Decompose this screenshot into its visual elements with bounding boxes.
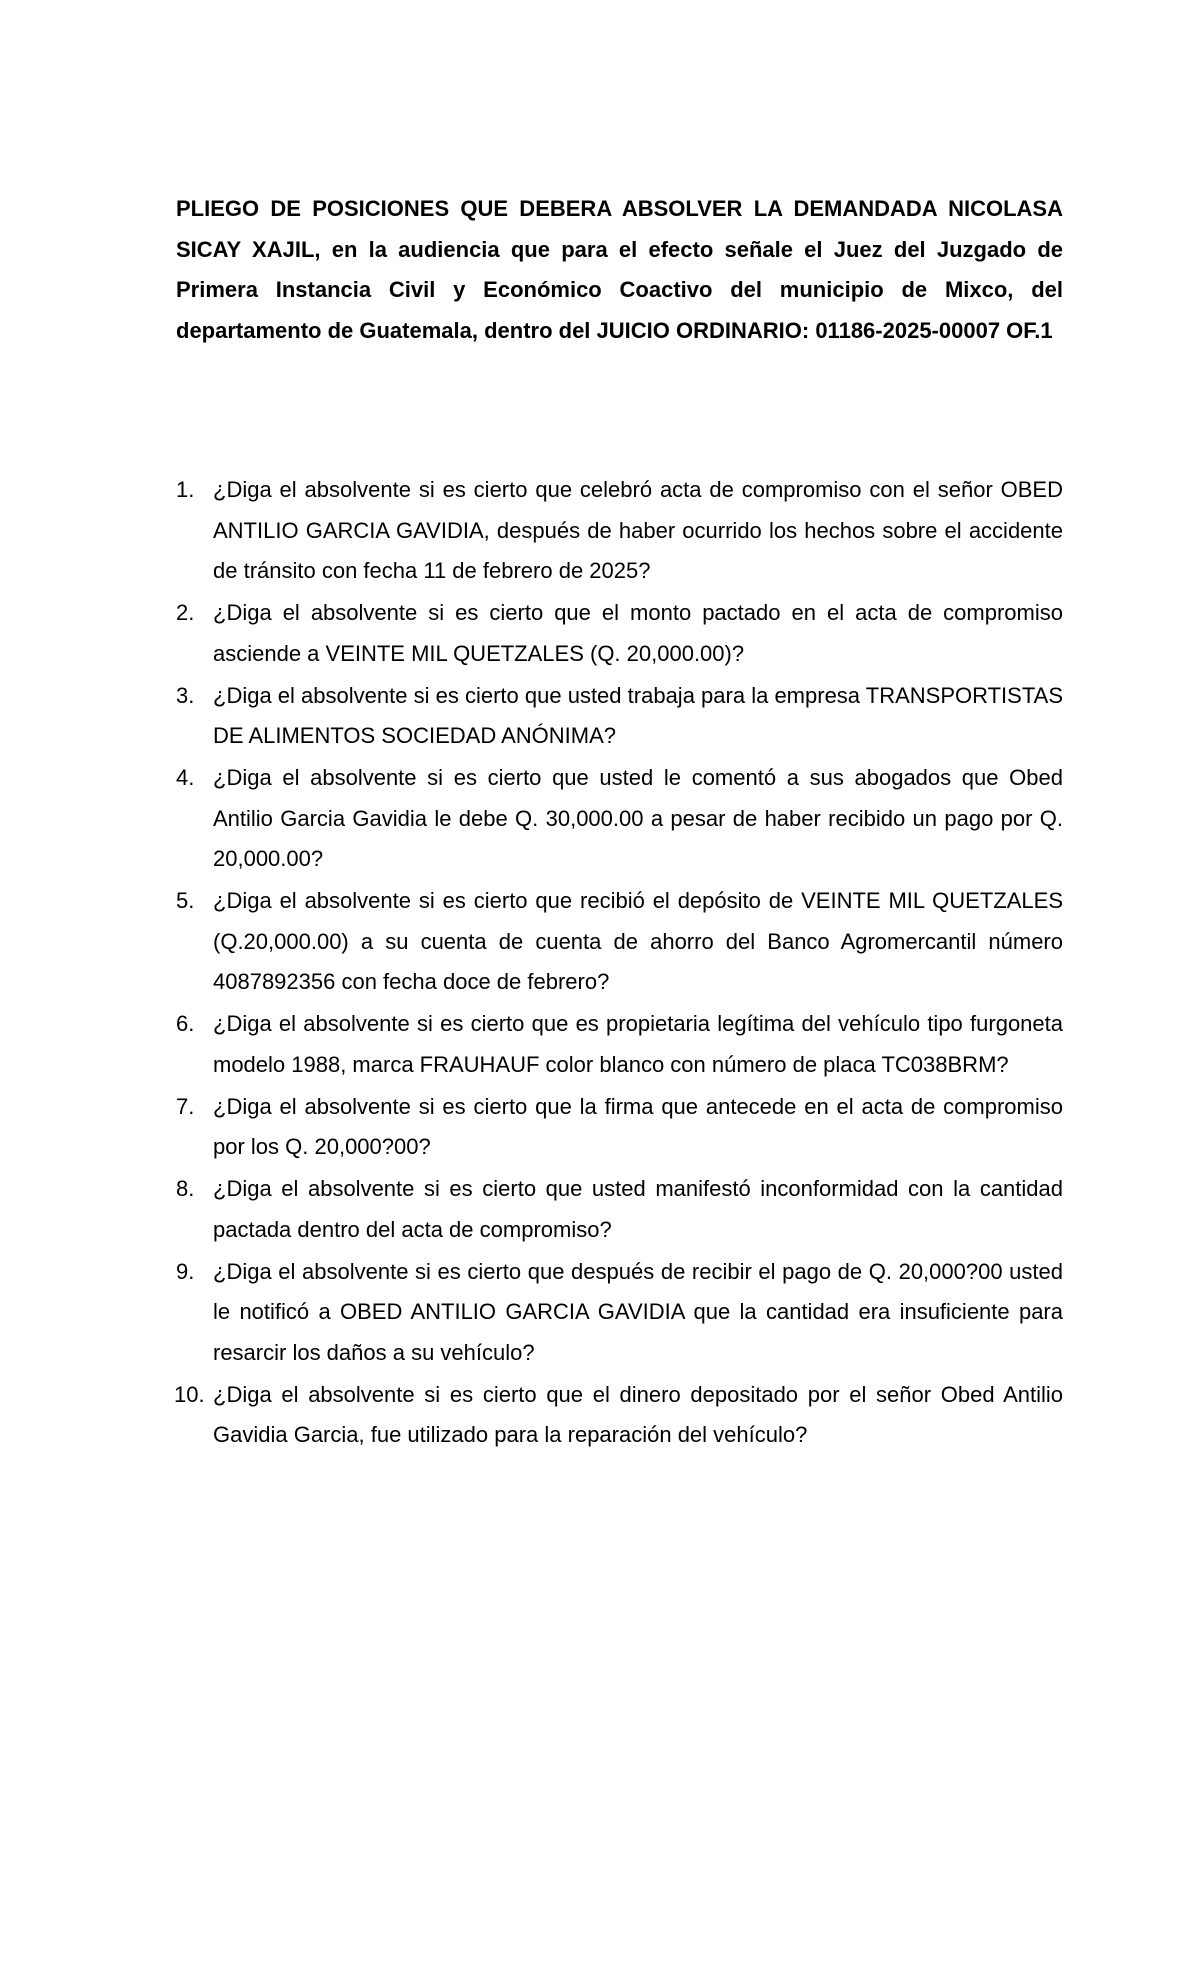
question-text: ¿Diga el absolvente si es cierto que el monto pactado en el acta de compromiso asciende a VEINTE MIL QUETZALES (Q. 20,000.00)?	[213, 600, 1063, 666]
question-item	[176, 881, 1063, 1003]
question-text: ¿Diga el absolvente si es cierto que usted le comentó a sus abogados que Obed Antilio Garcia Gavidia le debe Q. 30,000.00 a pesar de haber recibido un pago por Q. 20,000.00?	[213, 765, 1063, 871]
question-number: 1.	[176, 477, 195, 502]
document-heading: PLIEGO DE POSICIONES QUE DEBERA ABSOLVER LA DEMANDADA NICOLASA SICAY XAJIL, en la audiencia que para el efecto señale el Juez del Juzgado de Primera Instancia Civil y Económico Coactivo del municipio de Mixco, del departamento de Guatemala, dentro del JUICIO ORDINARIO: 01186-2025-00007 OF.1	[176, 196, 1063, 343]
question-item	[176, 1004, 1063, 1085]
question-item	[176, 676, 1063, 757]
question-number: 10.	[174, 1381, 205, 1407]
question-text: ¿Diga el absolvente si es cierto que después de recibir el pago de Q. 20,000?00 usted le notificó a OBED ANTILIO GARCIA GAVIDIA que la cantidad era insuficiente para resarcir los daños a su vehículo?	[213, 1258, 1063, 1365]
question-text: ¿Diga el absolvente si es cierto que usted manifestó inconformidad con la cantidad pactada dentro del acta de compromiso?	[213, 1176, 1063, 1242]
question-number: 7.	[176, 1093, 195, 1119]
question-item	[176, 1252, 1063, 1374]
question-item	[176, 1375, 1063, 1456]
question-number: 9.	[176, 1258, 195, 1284]
questions-list	[176, 470, 1063, 1457]
question-text: ¿Diga el absolvente si es cierto que usted trabaja para la empresa TRANSPORTISTAS DE ALIMENTOS SOCIEDAD ANÓNIMA?	[213, 682, 1063, 748]
question-text: ¿Diga el absolvente si es cierto que el dinero depositado por el señor Obed Antilio Gavidia Garcia, fue utilizado para la reparación del vehículo?	[213, 1381, 1063, 1447]
question-item	[176, 470, 1063, 592]
question-number: 2.	[176, 600, 195, 625]
question-text: ¿Diga el absolvente si es cierto que es propietaria legítima del vehículo tipo furgoneta modelo 1988, marca FRAUHAUF color blanco con número de placa TC038BRM?	[213, 1011, 1063, 1077]
question-item	[176, 758, 1063, 880]
question-number: 8.	[176, 1176, 195, 1201]
question-number: 3.	[176, 682, 195, 708]
question-number: 4.	[176, 765, 195, 790]
question-item	[176, 1169, 1063, 1250]
question-item	[176, 593, 1063, 674]
question-number: 5.	[176, 888, 195, 913]
question-text: ¿Diga el absolvente si es cierto que la firma que antecede en el acta de compromiso por los Q. 20,000?00?	[213, 1093, 1063, 1159]
question-text: ¿Diga el absolvente si es cierto que celebró acta de compromiso con el señor OBED ANTILIO GARCIA GAVIDIA, después de haber ocurrido los hechos sobre el accidente de tránsito con fecha 11 de febrero de 2025?	[213, 477, 1063, 583]
question-text: ¿Diga el absolvente si es cierto que recibió el depósito de VEINTE MIL QUETZALES (Q.20,000.00) a su cuenta de cuenta de ahorro del Banco Agromercantil número 4087892356 con fecha doce de febrero?	[213, 888, 1063, 994]
question-number: 6.	[176, 1011, 195, 1036]
question-item	[176, 1087, 1063, 1168]
